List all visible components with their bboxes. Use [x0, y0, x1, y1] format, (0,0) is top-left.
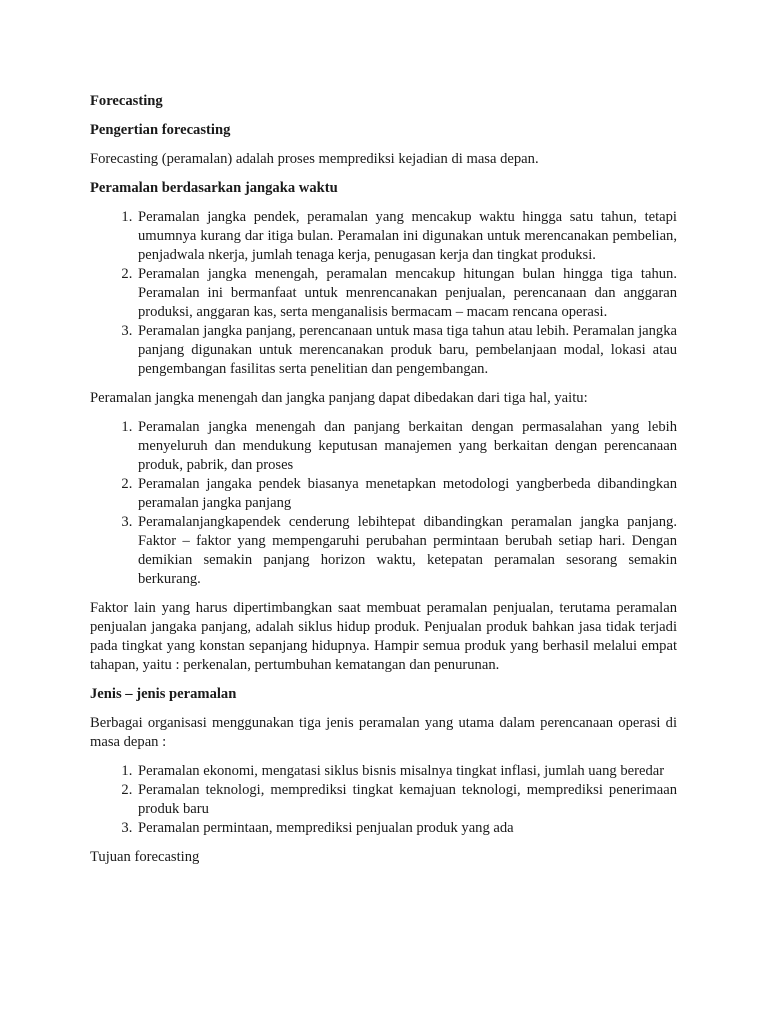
- paragraph-jenis-intro: Berbagai organisasi menggunakan tiga jenis peramalan yang utama dalam perencanaan operasi di masa depan :: [90, 715, 677, 750]
- document-title: Forecasting: [90, 93, 163, 109]
- paragraph-siklus-hidup: Faktor lain yang harus dipertimbangkan saat membuat peramalan penjualan, terutama peramalan penjualan jangaka panjang, adalah siklus hidup produk. Penjualan produk bahkan jasa tidak terjadi pada tingkat yang konstan sepanjang hidupnya. Hampir semua produk yang berhasil melalui empat tahapan, yaitu : perkenalan, pertumbuhan kematangan dan penurunan.: [90, 600, 677, 673]
- list-item: 1. Peramalan jangka menengah dan panjang berkaitan dengan permasalahan yang lebih menyeluruh dan mendukung keputusan manajemen yang berkaitan dengan perencanaan produk, pabrik, dan proses: [136, 418, 677, 475]
- list-jenis: [90, 762, 677, 838]
- list-item: 2. Peramalan jangaka pendek biasanya menetapkan metodologi yangberbeda dibandingkan peramalan jangka panjang: [136, 475, 677, 513]
- paragraph-perbedaan: Peramalan jangka menengah dan jangka panjang dapat dibedakan dari tiga hal, yaitu:: [90, 390, 588, 406]
- list-item: 2. Peramalan jangka menengah, peramalan mencakup hitungan bulan hingga tiga tahun. Peramalan ini bermanfaat untuk menrencanakan penjualan, perencanaan dan anggaran produksi, anggaran kas, serta menganalisis bermacam – macam rencana operasi.: [136, 265, 677, 322]
- list-item: 1. Peramalan ekonomi, mengatasi siklus bisnis misalnya tingkat inflasi, jumlah uang beredar: [136, 762, 677, 781]
- list-item: 1. Peramalan jangka pendek, peramalan yang mencakup waktu hingga satu tahun, tetapi umumnya kurang dar itiga bulan. Peramalan ini digunakan untuk merencanakan pembelian, penjadwala nkerja, jumlah tenaga kerja, penugasan kerja dan tingkat produksi.: [136, 208, 677, 265]
- list-item: 3. Peramalan permintaan, memprediksi penjualan produk yang ada: [136, 819, 677, 838]
- paragraph-tujuan: Tujuan forecasting: [90, 849, 200, 865]
- document-page: [90, 92, 677, 877]
- list-item: 3. Peramalanjangkapendek cenderung lebihtepat dibandingkan peramalan jangka panjang. Faktor – faktor yang mempengaruhi perubahan permintaan berubah setiap hari. Dengan demikian semakin panjang horizon waktu, ketepatan peramalan sesorang semakin berkurang.: [136, 513, 677, 589]
- section-heading-pengertian: Pengertian forecasting: [90, 122, 231, 138]
- section-heading-jenis: Jenis – jenis peramalan: [90, 686, 237, 702]
- list-item: 2. Peramalan teknologi, memprediksi tingkat kemajuan teknologi, memprediksi penerimaan produk baru: [136, 781, 677, 819]
- list-jangka-waktu: [90, 208, 677, 379]
- section-heading-jangka-waktu: Peramalan berdasarkan jangaka waktu: [90, 180, 338, 196]
- paragraph-definition: Forecasting (peramalan) adalah proses memprediksi kejadian di masa depan.: [90, 151, 539, 167]
- list-item: 3. Peramalan jangka panjang, perencanaan untuk masa tiga tahun atau lebih. Peramalan jangka panjang digunakan untuk merencanakan produk baru, pembelanjaan modal, lokasi atau pengembangan fasilitas serta penelitian dan pengembangan.: [136, 322, 677, 379]
- list-perbedaan: [90, 418, 677, 589]
